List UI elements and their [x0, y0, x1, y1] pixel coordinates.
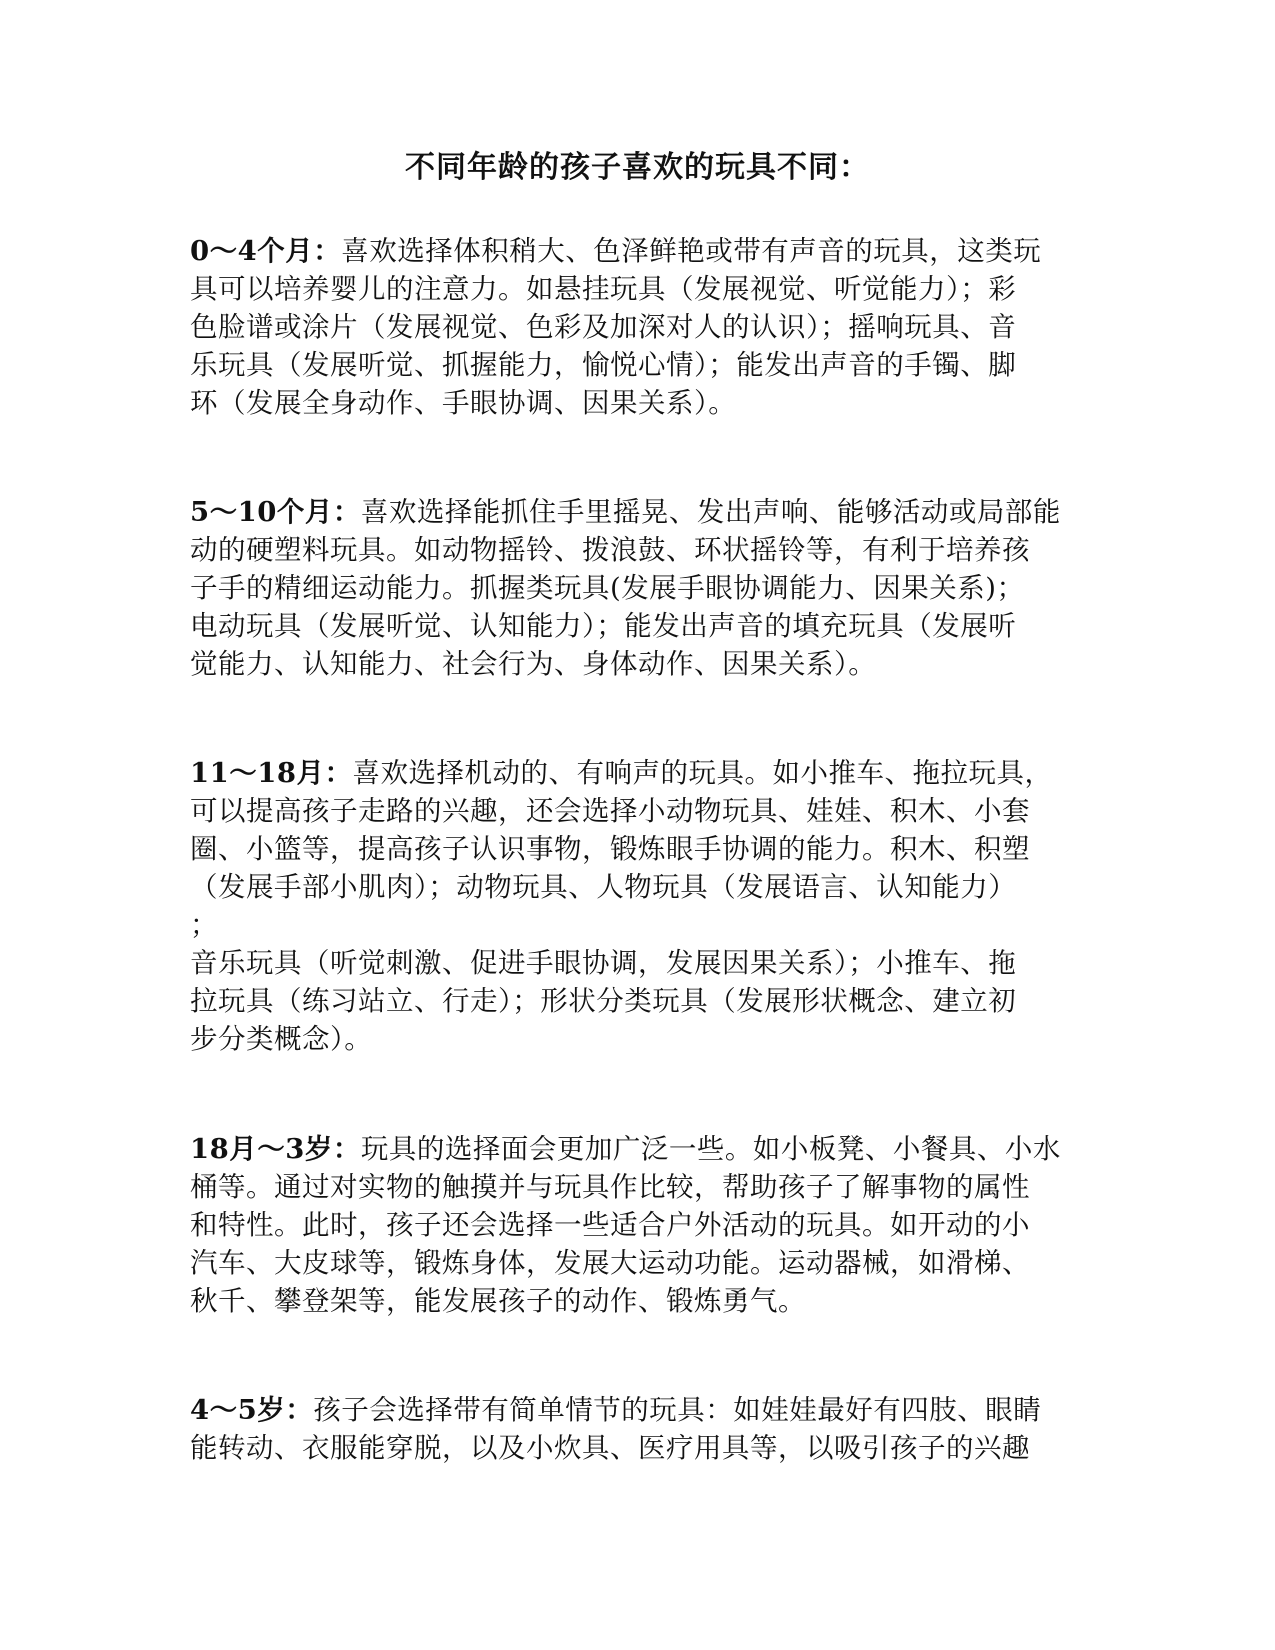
paragraph-text: 喜欢选择机动的、有响声的玩具。如小推车、拖拉玩具，: [352, 757, 1053, 789]
paragraph-text: 喜欢选择能抓住手里摇晃、发出声响、能够活动或局部能: [360, 496, 1061, 528]
section-0-4-months: [190, 232, 1080, 422]
paragraph-line: 色脸谱或涂片（发展视觉、色彩及加深对人的认识）；摇响玩具、音: [190, 311, 1017, 343]
paragraph-line: 环（发展全身动作、手眼协调、因果关系）。: [190, 387, 737, 419]
paragraph-line: [190, 493, 1080, 531]
paragraph-line: [190, 1130, 1080, 1168]
paragraph-line: 可以提高孩子走路的兴趣，还会选择小动物玩具、娃娃、积木、小套: [190, 795, 1030, 827]
age-label: 4～5岁：: [190, 1394, 314, 1426]
paragraph-line: 动的硬塑料玩具。如动物摇铃、拨浪鼓、环状摇铃等，有利于培养孩: [190, 534, 1030, 566]
age-label: 18月～3岁：: [190, 1133, 361, 1165]
paragraph-line: [190, 754, 1080, 792]
paragraph-line: 汽车、大皮球等，锻炼身体，发展大运动功能。运动器械，如滑梯、: [190, 1247, 1030, 1279]
age-label: 5～10个月：: [190, 496, 361, 528]
page-title: 不同年龄的孩子喜欢的玩具不同：: [405, 150, 870, 185]
paragraph-line: 步分类概念）。: [190, 1023, 373, 1055]
paragraph-line: 秋千、攀登架等，能发展孩子的动作、锻炼勇气。: [190, 1285, 806, 1317]
paragraph-line: 电动玩具（发展听觉、认知能力）；能发出声音的填充玩具（发展听: [190, 610, 1017, 642]
paragraph-line: （发展手部小肌肉）；动物玩具、人物玩具（发展语言、认知能力）: [190, 871, 1017, 903]
paragraph-line: [190, 232, 1080, 270]
paragraph-line: 觉能力、认知能力、社会行为、身体动作、因果关系）。: [190, 648, 877, 680]
paragraph-line: 拉玩具（练习站立、行走）；形状分类玩具（发展形状概念、建立初: [190, 985, 1017, 1017]
paragraph-line: [190, 1391, 1080, 1429]
section-5-10-months: [190, 493, 1080, 683]
paragraph-line: 子手的精细运动能力。抓握类玩具(发展手眼协调能力、因果关系)；: [190, 572, 1025, 604]
paragraph-line: 能转动、衣服能穿脱，以及小炊具、医疗用具等，以吸引孩子的兴趣: [190, 1432, 1030, 1464]
section-4-5-years: [190, 1391, 1080, 1467]
paragraph-line: 桶等。通过对实物的触摸并与玩具作比较，帮助孩子了解事物的属性: [190, 1171, 1030, 1203]
section-11-18-months: [190, 754, 1080, 1058]
paragraph-line: 乐玩具（发展听觉、抓握能力，愉悦心情）；能发出声音的手镯、脚: [190, 349, 1017, 381]
paragraph-text: 喜欢选择体积稍大、色泽鲜艳或带有声音的玩具，这类玩: [341, 235, 1042, 267]
age-label: 11～18月：: [190, 757, 353, 789]
paragraph-line: 圈、小篮等，提高孩子认识事物，锻炼眼手协调的能力。积木、积塑: [190, 833, 1030, 865]
paragraph-text: 玩具的选择面会更加广泛一些。如小板凳、小餐具、小水: [360, 1133, 1061, 1165]
paragraph-line: 具可以培养婴儿的注意力。如悬挂玩具（发展视觉、听觉能力）；彩: [190, 273, 1017, 305]
paragraph-line: ；: [190, 909, 218, 941]
paragraph-line: 音乐玩具（听觉刺激、促进手眼协调，发展因果关系）；小推车、拖: [190, 947, 1017, 979]
age-label: 0～4个月：: [190, 235, 342, 267]
paragraph-line: 和特性。此时，孩子还会选择一些适合户外活动的玩具。如开动的小: [190, 1209, 1030, 1241]
paragraph-text: 孩子会选择带有简单情节的玩具：如娃娃最好有四肢、眼睛: [313, 1394, 1042, 1426]
section-18-months-3-years: [190, 1130, 1080, 1320]
